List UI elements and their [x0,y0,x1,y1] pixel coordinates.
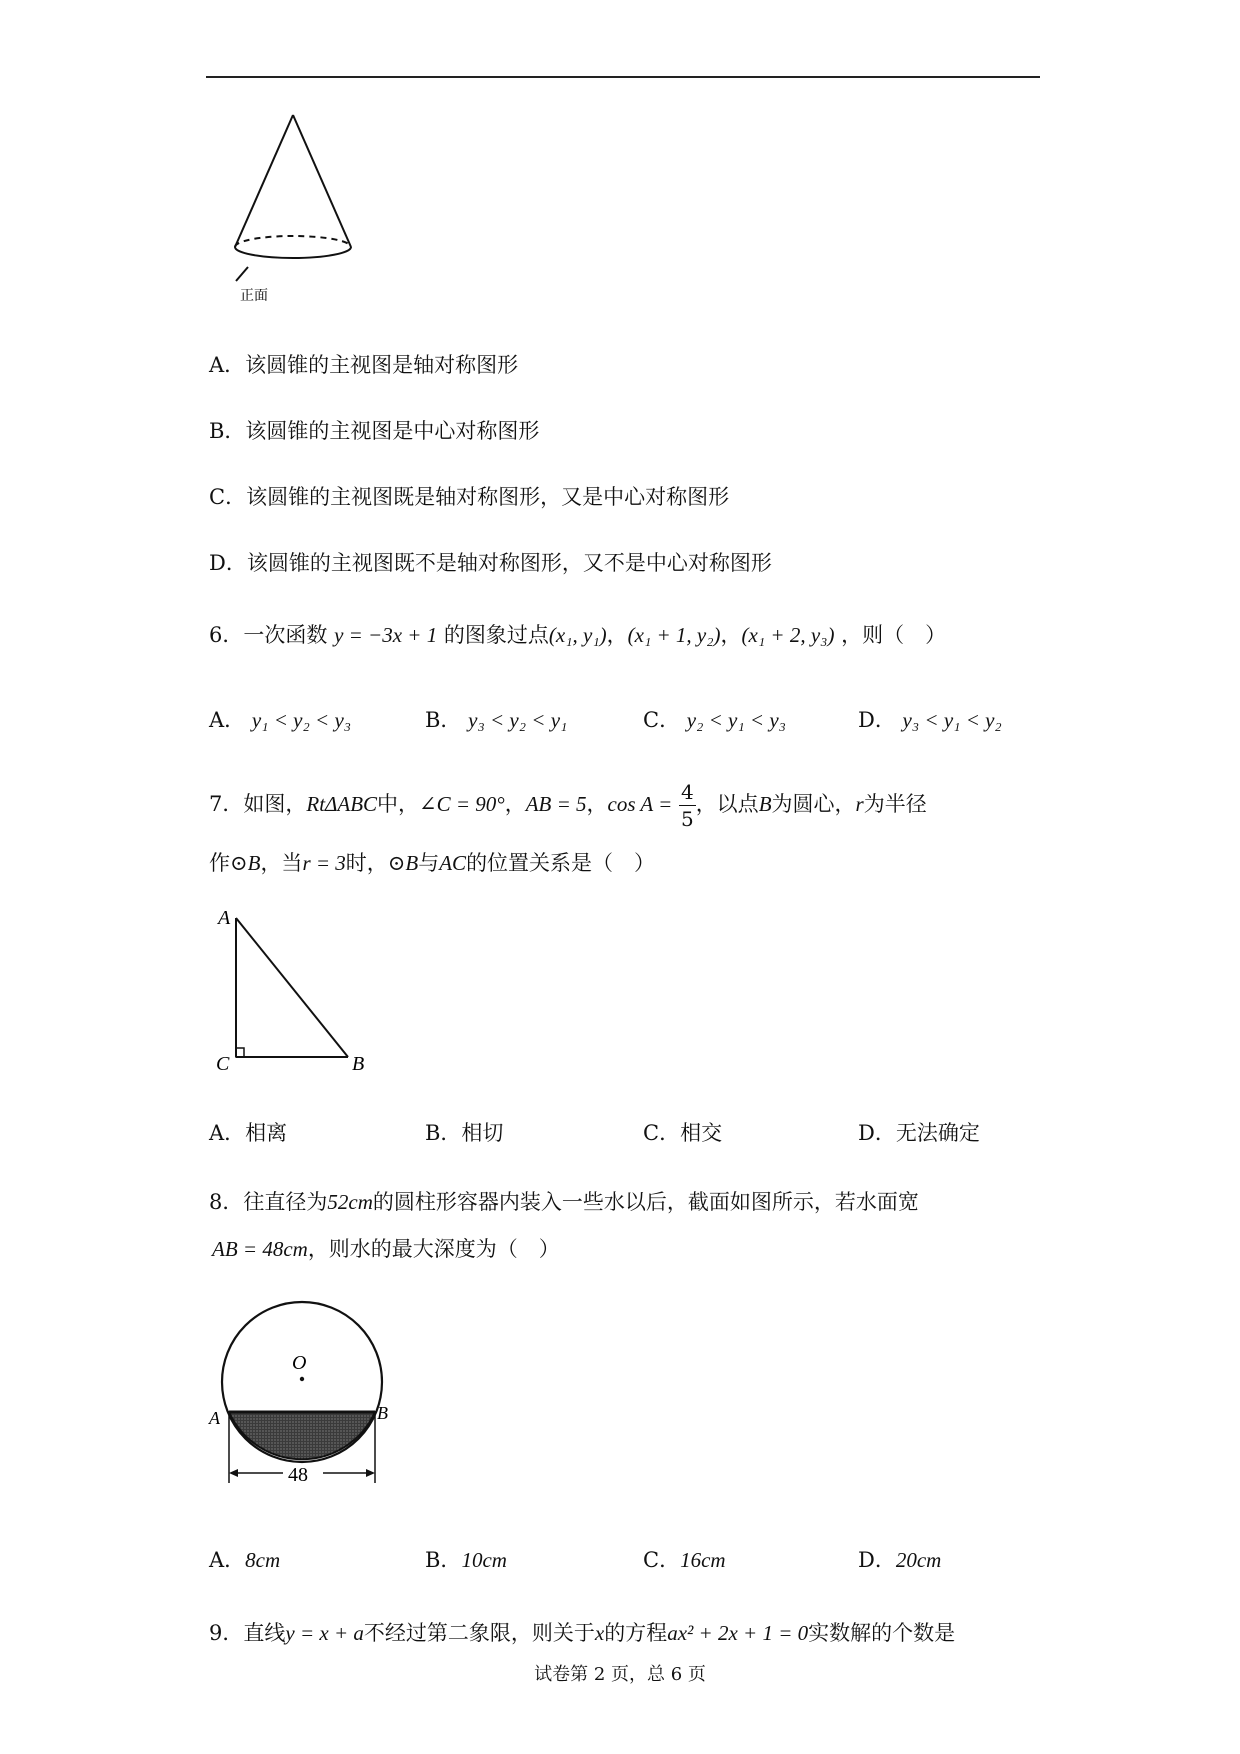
q7-option-a: A．相离 [209,1121,288,1145]
triangle-figure [210,900,380,1080]
q8-stem-line-1: 8．往直径为52cm的圆柱形容器内装入一些水以后，截面如图所示，若水面宽 [209,1190,919,1214]
q7-option-c: C．相交 [643,1121,723,1145]
circle-figure [205,1295,405,1495]
q7-number: 7． [209,792,244,816]
q7-fraction: $\frac{4}{5}$ [680,780,694,831]
q8-option-c: C．16cm [643,1548,726,1572]
q9-number: 9． [209,1621,244,1645]
header-rule [206,76,1040,78]
q5-option-c: C．该圆锥的主视图既是轴对称图形，又是中心对称图形 [209,485,730,509]
q6-point-2: (x₁ + 1, y₂) [627,623,721,647]
q6-option-a: A． y₁ < y₂ < y₃ [209,708,352,732]
q9-stem: 9．直线y = x + a不经过第二象限，则关于x的方程ax² + 2x + 1 = 0实数解的个数是 [209,1621,956,1645]
q8-number: 8． [209,1190,244,1214]
circle-label-a: A [209,1408,220,1428]
q5-option-b: B．该圆锥的主视图是中心对称图形 [209,419,540,443]
q7-stem-line-2: 作⊙B，当r = 3时，⊙B与AC的位置关系是（ ） [209,851,656,875]
q6-option-b: B． y₃ < y₂ < y₁ [425,708,568,732]
q8-stem-line-2: AB = 48cm，则水的最大深度为（ ） [212,1237,560,1261]
q6-option-c: C． y₂ < y₁ < y₃ [643,708,786,732]
circle-width-label: 48 [288,1464,308,1486]
q5-option-d: D．该圆锥的主视图既不是轴对称图形，又不是中心对称图形 [209,551,772,575]
q5-option-a: A．该圆锥的主视图是轴对称图形 [209,353,519,377]
q7-option-d: D．无法确定 [858,1121,980,1145]
circle-label-b: B [377,1403,388,1423]
q6-point-1: (x₁, y₁) [548,623,607,647]
page-footer: 试卷第 2 页，总 6 页 [534,1664,706,1685]
cone-front-label: 正面 [240,289,268,304]
q8-option-d: D．20cm [858,1548,942,1572]
triangle-label-c: C [216,1053,230,1075]
q6-option-d: D． y₃ < y₁ < y₂ [858,708,1002,732]
circle-label-o: O [292,1352,307,1374]
triangle-label-a: A [218,907,231,929]
q7-option-b: B．相切 [425,1121,504,1145]
triangle-label-b: B [352,1053,365,1075]
q6-function: y = −3x + 1 [334,623,438,647]
q6-stem: 6．一次函数 y = −3x + 1 的图象过点(x₁, y₁)，(x₁ + 1, y₂)，(x₁ + 2, y₃) ，则（ ） [209,623,947,647]
q6-number: 6． [209,623,244,647]
cone-figure [220,105,370,305]
q6-point-3: (x₁ + 2, y₃) [741,623,835,647]
q8-option-b: B．10cm [425,1548,507,1572]
q8-option-a: A．8cm [209,1548,281,1572]
q7-stem-line-1: 7．如图，RtΔABC中，∠C = 90°，AB = 5，cos A = $\frac{4}{5}$ ，以点B为圆心，r为半径 [209,780,927,831]
